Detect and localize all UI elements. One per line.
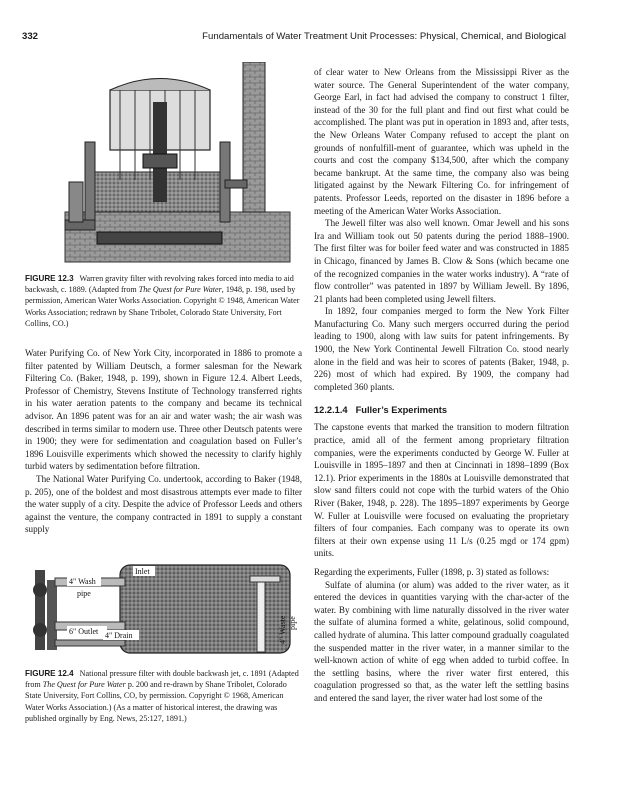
figure-12-4-caption-italic: The Quest for Pure Water: [42, 680, 126, 690]
section-title: Fuller’s Experiments: [355, 405, 448, 416]
figure-12-3-caption-b: , 1948, p. 198, used by permission, American Water Works Association. Copyright © 1948, American Water Works Association; redrawn by Shane Tribolet, Colorado State University, Fort Collins, CO.): [25, 285, 300, 328]
label-waste-pipe: pipe: [288, 616, 297, 630]
label-outlet: 6" Outlet: [69, 626, 99, 636]
section-paragraph-1: The capstone events that marked the transition to modern filtration practice, amid all of the ferment among proprietary filtration companies, were the experiments conducted by George W. Fuller at Louisville in 1895–1897 and then at Cincinnati in 1898–1899 (Box 12.1). Prior experiments in the 1880s at Louisville demonstrated that slow sand filters could not cope with the turbid waters of the Ohio River (Baker, 1948, p. 228). The 1895–1897 experiments by George W. Fuller at Louisville were focused on evaluating the proprietary filters of four companies. Each company was to operate its own filters at their own expense using 11 L/s (0.25 mgd or 174 gpm) units.: [314, 422, 569, 559]
page-number: 332: [22, 31, 39, 42]
left-paragraph-2: The National Water Purifying Co. undertook, according to Baker (1948, p. 205), one of the boldest and most disastrous attempts ever made to filter the water supply of a city. Despite the advice of Professor Leeds and others against the venture, the company contracted in 1891 to supply a constant supply: [25, 473, 302, 535]
right-paragraph-2: The Jewell filter was also well known. Omar Jewell and his sons Ira and William took out 50 patents during the period 1888–1900. The first filter was for boiler feed water and was constructed in 1885 in Chicago, financed by James B. Clow & Sons (which became one of the recognized companies in the water works industry). A “rate of flow controller” was patented in 1897 by William Jewell. By 1896, 21 plants had been completed using Jewell filters.: [314, 218, 569, 304]
label-drain: 4" Drain: [105, 630, 133, 640]
figure-12-4-caption: [25, 668, 302, 724]
figure-12-3-label: FIGURE 12.3: [25, 274, 74, 283]
section-heading: [314, 405, 569, 415]
right-column: [314, 66, 569, 705]
right-paragraph-1: of clear water to New Orleans from the Mississippi River as the water source. The General Superintendent of the water company, George Earl, in fact had advised the company to construct 1 filter, instead of the 30 for the full plant and find out first what could be accomplished. The plant was put in operation in 1893 and, after tests, the New Orleans Water Company refused to accept the plant on grounds of nonfulfill-ment of guarantee, which was upheld in the courts and cost the company $134,500, after which the company became bankrupt. At the same time, the company also was being litigated against by the Newark Filtering Co. for infringement of patents. Professor Leeds, reported on the disaster in 1896 before a meeting of the American Water Works Association.: [314, 67, 569, 216]
right-paragraph-3: In 1892, four companies merged to form the New York Filter Manufacturing Co. Many such mergers occurred during the period leading to 1900, along with law suits for patent infringements. By 1900, the New York Continental Jewell Filtration Co. stood nearly alone in the field and was heir to scores of patents (Baker, 1948, p. 226) most of which had expired. By 1909, the company had completed 360 plants.: [314, 306, 569, 392]
left-paragraph-1: Water Purifying Co. of New York City, incorporated in 1886 to promote a filter patented by William Deutsch, a former salesman for the Newark Filtering Co. (Baker, 1948, p. 199), shown in Figure 12.4. Albert Leeds, Professor of Chemistry, Stevens Institute of Technology transferred rights in his water aeration patents to the company and became its technical advisor. An 1896 patent was for an air and water wash; the air wash was described in terms similar to modern use. Three other Deutsch patents were in 1900; they were for sedimentation and coagulation based on Fuller’s 1896 Louisville experiments which showed the necessity to clarify highly turbid waters by sedimentation before filtration.: [25, 348, 302, 472]
warren-gravity-filter-drawing: [25, 62, 302, 267]
label-wash: 4" Wash: [69, 576, 96, 586]
figure-12-3-caption-italic: The Quest for Pure Water: [138, 285, 222, 295]
figure-12-4-caption-a: National pressure filter with double backwash jet, c. 1891 (Adapted from: [25, 668, 299, 690]
national-pressure-filter-drawing: [25, 560, 302, 656]
label-inlet: Inlet: [135, 566, 150, 576]
figure-12-4-caption-b: p. 200 and re-drawn by Shane Tribolet, Colorado State University, Fort Collins, CO, by permission. Copyright © 1968, American Water Works Association.) (As a matter of historical interest, the drawing was published orginally by Eng. News, 25:127, 1891.): [25, 680, 287, 723]
running-title: Fundamentals of Water Treatment Unit Processes: Physical, Chemical, and Biological: [202, 31, 566, 42]
figure-12-3-caption-a: Warren gravity filter with revolving rakes forced into media to aid backwash, c. 1889. (Adapted from: [25, 274, 294, 295]
section-quote: Sulfate of alumina (or alum) was added to the river water, as it entered the devices in quantities varying with the char-acter of the water. By combining with lime naturally dissolved in the river water the sulfate of alumina formed a white, gelatinous, solid compound, called hydrate of alumina. This latter compound gradually coagulated the suspended matter in the river water, in a manner similar to the well-known action of white of egg when added to turbid coffee. In the settling basins, where the river water first entered, this coagulation progressed so that, as the water left the settling basins and entered the sand layer, the river water had lost some of the: [314, 579, 569, 703]
section-paragraph-2: Regarding the experiments, Fuller (1898, p. 3) stated as follows:: [314, 566, 550, 577]
label-waste: 4" Waste: [278, 615, 287, 644]
section-number: 12.2.1.4: [314, 405, 348, 416]
figure-12-4: [25, 560, 302, 656]
left-column: [25, 62, 302, 724]
page-header: [22, 31, 566, 45]
figure-12-3: [25, 62, 302, 267]
figure-12-3-caption: [25, 273, 302, 329]
label-wash-pipe: pipe: [77, 588, 91, 598]
figure-12-4-label: FIGURE 12.4: [25, 668, 74, 678]
